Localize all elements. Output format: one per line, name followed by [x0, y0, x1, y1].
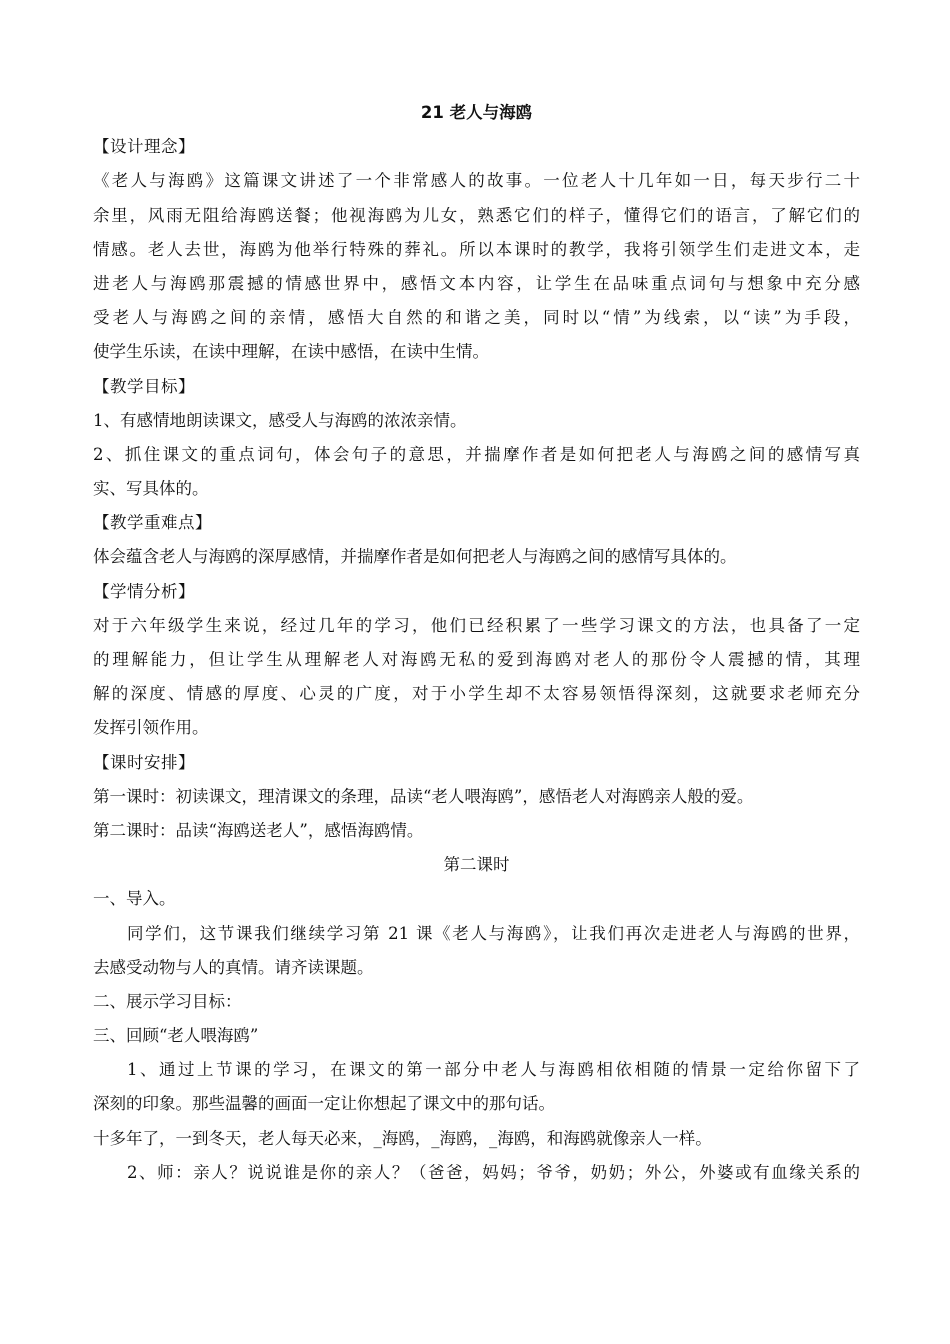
goals-heading: 【教学目标】 — [93, 376, 195, 396]
schedule-line-2: 第二课时：品读“海鸥送老人”，感悟海鸥情。 — [93, 820, 424, 840]
analysis-line-3: 解的深度、情感的厚度、心灵的广度，对于小学生却不太容易领悟得深刻，这就要求老师充分 — [93, 684, 860, 704]
design-line-6: 使学生乐读，在读中理解，在读中感悟，在读中生情。 — [93, 342, 489, 362]
goals-line-2: 2、抓住课文的重点词句，体会句子的意思，并揣摩作者是如何把老人与海鸥之间的感情写真 — [93, 444, 860, 464]
analysis-line-2: 的理解能力，但让学生从理解老人对海鸥无私的爱到海鸥对老人的那份令人震撼的情，其理 — [93, 650, 860, 669]
step-1-line-2: 去感受动物与人的真情。请齐读课题。 — [93, 957, 374, 977]
design-line-2: 余里，风雨无阻给海鸥送餐；他视海鸥为儿女，熟悉它们的样子，懂得它们的语言，了解它们的 — [93, 205, 860, 225]
goals-line-3: 实、写具体的。 — [93, 479, 209, 499]
step-2-heading: 二、展示学习目标： — [93, 991, 242, 1011]
design-line-1: 《老人与海鸥》这篇课文讲述了一个非常感人的故事。一位老人十几年如一日，每天步行二十 — [93, 171, 860, 191]
step-3-line-1: 1、通过上节课的学习，在课文的第一部分中老人与海鸥相依相随的情景一定给你留下了 — [127, 1060, 860, 1080]
document-page — [93, 96, 860, 1190]
step-3-line-3: 2、师：亲人？说说谁是你的亲人？（爸爸，妈妈；爷爷，奶奶；外公，外婆或有血缘关系的 — [127, 1162, 860, 1182]
step-3-heading: 三、回顾“老人喂海鸥” — [93, 1026, 259, 1046]
schedule-heading: 【课时安排】 — [93, 752, 195, 772]
document-title: 21 老人与海鸥 — [420, 103, 533, 122]
key-points-line-1: 体会蕴含老人与海鸥的深厚感情，并揣摩作者是如何把老人与海鸥之间的感情写具体的。 — [93, 547, 737, 567]
lesson-title: 第二课时 — [443, 855, 510, 875]
analysis-line-1: 对于六年级学生来说，经过几年的学习，他们已经积累了一些学习课文的方法，也具备了一定 — [93, 615, 860, 635]
design-line-5: 受老人与海鸥之间的亲情，感悟大自然的和谐之美，同时以“情”为线索，以“读”为手段， — [93, 308, 860, 328]
quote-line: 十多年了，一到冬天，老人每天必来，_海鸥，_海鸥，_海鸥，和海鸥就像亲人一样。 — [93, 1128, 712, 1148]
design-line-4: 进老人与海鸥那震撼的情感世界中，感悟文本内容，让学生在品味重点词句与想象中充分感 — [93, 273, 860, 293]
step-3-line-2: 深刻的印象。那些温馨的画面一定让你想起了课文中的那句话。 — [93, 1094, 555, 1114]
analysis-heading: 【学情分析】 — [93, 581, 195, 601]
design-heading: 【设计理念】 — [93, 137, 195, 157]
key-points-heading: 【教学重难点】 — [93, 513, 212, 533]
goals-line-1: 1、有感情地朗读课文，感受人与海鸥的浓浓亲情。 — [93, 410, 467, 430]
step-1-line-1: 同学们，这节课我们继续学习第 21 课《老人与海鸥》，让我们再次走进老人与海鸥的世界， — [127, 923, 860, 943]
analysis-line-4: 发挥引领作用。 — [93, 718, 209, 738]
step-1-heading: 一、导入。 — [93, 889, 176, 909]
design-line-3: 情感。老人去世，海鸥为他举行特殊的葬礼。所以本课时的教学，我将引领学生们走进文本，走 — [93, 239, 860, 259]
schedule-line-1: 第一课时：初读课文，理清课文的条理，品读“老人喂海鸥”，感悟老人对海鸥亲人般的爱。 — [93, 786, 754, 806]
